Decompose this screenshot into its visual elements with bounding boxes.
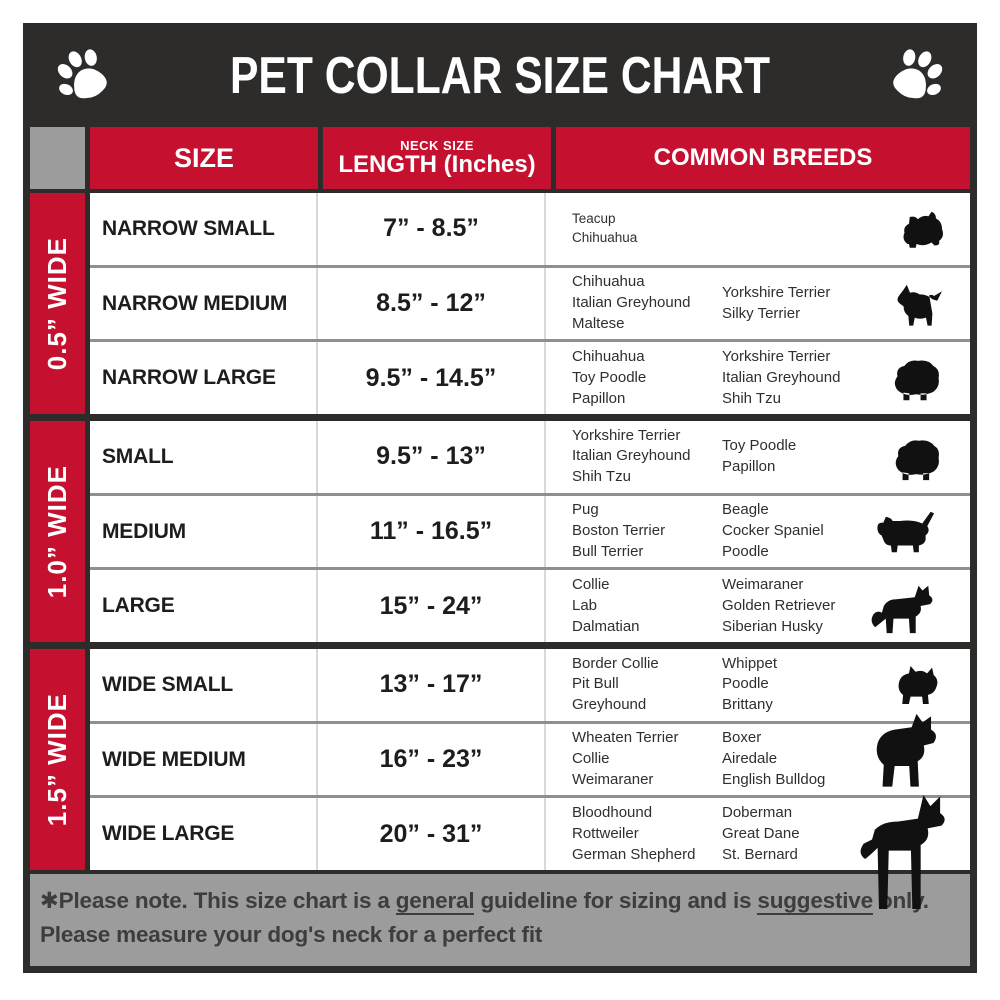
breeds-cell bbox=[546, 724, 970, 796]
breed-name: Doberman bbox=[722, 804, 793, 822]
breeds-col-1 bbox=[572, 500, 722, 562]
neck-cell bbox=[318, 421, 546, 493]
breed-name: Yorkshire Terrier bbox=[722, 348, 831, 366]
breeds-col-1 bbox=[572, 347, 722, 409]
breed-name: Poodle bbox=[722, 675, 769, 693]
breed-name: German Shepherd bbox=[572, 845, 696, 863]
table-row bbox=[90, 268, 970, 340]
size-cell bbox=[90, 342, 318, 414]
table-row bbox=[90, 193, 970, 265]
neck-cell bbox=[318, 798, 546, 870]
header-size bbox=[90, 127, 318, 189]
width-label: 1.0” WIDE bbox=[42, 464, 72, 599]
breed-name: Whippet bbox=[722, 654, 778, 672]
breeds-col-2 bbox=[722, 283, 872, 324]
breeds-col-2 bbox=[722, 654, 872, 716]
breed-name: Toy Poodle bbox=[572, 368, 647, 386]
neck-cell bbox=[318, 724, 546, 796]
size-cell bbox=[90, 193, 318, 265]
breeds-col-1 bbox=[572, 654, 722, 716]
page-title: PET COLLAR SIZE CHART bbox=[229, 47, 771, 105]
breed-name: Rottweiler bbox=[572, 824, 639, 842]
table-row bbox=[90, 798, 970, 870]
breeds-cell bbox=[546, 342, 970, 414]
breed-name: Yorkshire Terrier bbox=[722, 283, 831, 301]
size-label: WIDE SMALL bbox=[102, 672, 233, 696]
breeds-col-1 bbox=[572, 272, 722, 334]
note-line2: Please measure your dog's neck for a perfect fit bbox=[40, 921, 543, 947]
german-shepherd-silhouette bbox=[866, 577, 948, 635]
neck-range: 13” - 17” bbox=[379, 670, 483, 699]
pekingese-silhouette bbox=[888, 433, 948, 481]
size-label: NARROW LARGE bbox=[102, 366, 276, 390]
width-label: 0.5” WIDE bbox=[42, 236, 72, 371]
breed-name: Shih Tzu bbox=[722, 389, 781, 407]
size-cell bbox=[90, 421, 318, 493]
neck-cell bbox=[318, 570, 546, 642]
header-neck-size bbox=[323, 127, 551, 189]
size-cell bbox=[90, 496, 318, 568]
header-common-breeds bbox=[556, 127, 970, 189]
header-neck-main-label: LENGTH (Inches) bbox=[338, 151, 536, 179]
breed-name: Dalmatian bbox=[572, 617, 640, 635]
breed-name: Weimaraner bbox=[572, 770, 654, 788]
breed-name: Weimaraner bbox=[722, 576, 804, 594]
note-underline-suggestive: suggestive bbox=[757, 888, 873, 913]
breed-name: Maltese bbox=[572, 314, 625, 332]
size-group bbox=[30, 649, 970, 870]
yorkie-silhouette bbox=[900, 208, 948, 250]
breeds-cell bbox=[546, 421, 970, 493]
note-suffix: only. bbox=[872, 888, 929, 913]
breeds-col-1 bbox=[572, 803, 722, 865]
neck-range: 7” - 8.5” bbox=[383, 214, 479, 243]
shih-tzu-silhouette bbox=[888, 354, 948, 402]
breed-name: Brittany bbox=[722, 696, 773, 714]
neck-range: 11” - 16.5” bbox=[369, 517, 493, 545]
breed-name: Italian Greyhound bbox=[572, 294, 691, 312]
note-underline-general: general bbox=[395, 888, 475, 913]
breed-name: Chihuahua bbox=[572, 348, 645, 366]
corner-cell bbox=[30, 127, 85, 189]
size-cell bbox=[90, 570, 318, 642]
neck-cell bbox=[318, 268, 546, 340]
size-label: NARROW MEDIUM bbox=[102, 291, 288, 315]
width-label: 1.5” WIDE bbox=[42, 692, 72, 827]
table-row bbox=[90, 496, 970, 568]
breeds-cell bbox=[546, 496, 970, 568]
size-label: MEDIUM bbox=[102, 519, 186, 543]
neck-range: 16” - 23” bbox=[379, 745, 483, 773]
width-bar bbox=[30, 649, 85, 870]
breed-name: Chihuahua bbox=[572, 229, 638, 245]
breeds-col-1 bbox=[572, 575, 722, 637]
breed-name: Silky Terrier bbox=[722, 304, 801, 322]
neck-cell bbox=[318, 649, 546, 721]
breed-name: Shih Tzu bbox=[572, 468, 631, 486]
breeds-col-2 bbox=[722, 347, 872, 409]
breed-name: Cocker Spaniel bbox=[722, 522, 824, 540]
beagle-silhouette bbox=[866, 510, 948, 554]
table-body bbox=[30, 193, 970, 870]
size-cell bbox=[90, 649, 318, 721]
breed-name: English Bulldog bbox=[722, 770, 826, 788]
breed-name: Bull Terrier bbox=[572, 542, 644, 560]
breed-name: Italian Greyhound bbox=[722, 368, 841, 386]
size-cell bbox=[90, 724, 318, 796]
breeds-col-2 bbox=[722, 803, 872, 865]
neck-range: 15” - 24” bbox=[379, 591, 483, 620]
breed-name: Teacup bbox=[572, 211, 616, 227]
neck-cell bbox=[318, 496, 546, 568]
breeds-cell bbox=[546, 268, 970, 340]
neck-cell bbox=[318, 342, 546, 414]
breed-name: Italian Greyhound bbox=[572, 447, 691, 465]
breed-name: Airedale bbox=[722, 750, 778, 768]
breed-name: Bloodhound bbox=[572, 804, 653, 822]
size-label: LARGE bbox=[102, 594, 175, 618]
breed-name: Boston Terrier bbox=[572, 522, 666, 540]
neck-range: 9.5” - 14.5” bbox=[365, 363, 497, 392]
table-row bbox=[90, 649, 970, 721]
breed-name: Siberian Husky bbox=[722, 617, 823, 635]
size-group bbox=[30, 421, 970, 642]
header-breeds-label: COMMON BREEDS bbox=[653, 144, 873, 171]
table-row bbox=[90, 570, 970, 642]
breeds-col-2 bbox=[722, 500, 872, 562]
breed-name: Greyhound bbox=[572, 696, 647, 714]
group-rows bbox=[90, 421, 970, 642]
neck-cell bbox=[318, 193, 546, 265]
bulldog-silhouette bbox=[888, 661, 948, 709]
breed-name: Collie bbox=[572, 750, 610, 768]
breeds-col-2 bbox=[722, 728, 872, 790]
size-label: WIDE MEDIUM bbox=[102, 747, 246, 771]
breeds-cell bbox=[546, 193, 970, 265]
doberman-silhouette bbox=[854, 786, 954, 918]
chart-container bbox=[23, 23, 977, 973]
size-cell bbox=[90, 798, 318, 870]
paw-icon bbox=[52, 45, 114, 107]
group-rows bbox=[90, 193, 970, 414]
breed-name: Beagle bbox=[722, 501, 769, 519]
width-bar bbox=[30, 193, 85, 414]
breed-name: Wheaten Terrier bbox=[572, 729, 679, 747]
breed-name: Papillon bbox=[572, 389, 626, 407]
footer-note bbox=[30, 874, 970, 966]
neck-range: 9.5” - 13” bbox=[376, 442, 486, 471]
group-rows bbox=[90, 649, 970, 870]
neck-range: 20” - 31” bbox=[379, 819, 483, 848]
note-middle: guideline for sizing and is bbox=[474, 888, 758, 913]
header-size-label: SIZE bbox=[173, 142, 234, 173]
breed-name: Toy Poodle bbox=[722, 437, 797, 455]
title-bar bbox=[30, 30, 970, 122]
table-row bbox=[90, 724, 970, 796]
breeds-col-1 bbox=[572, 426, 722, 488]
breeds-col-1 bbox=[572, 728, 722, 790]
size-label: WIDE LARGE bbox=[102, 822, 235, 846]
breed-name: Papillon bbox=[722, 457, 776, 475]
breeds-cell bbox=[546, 798, 970, 870]
table-row bbox=[90, 421, 970, 493]
note-prefix: ✱Please note. This size chart is a bbox=[40, 888, 396, 913]
breeds-col-2 bbox=[722, 436, 872, 477]
size-group bbox=[30, 193, 970, 414]
header-neck-top-label: NECK SIZE bbox=[400, 137, 474, 153]
breed-name: Collie bbox=[572, 576, 610, 594]
paw-icon bbox=[886, 45, 948, 107]
breeds-cell bbox=[546, 570, 970, 642]
breed-name: St. Bernard bbox=[722, 845, 798, 863]
breed-name: Pit Bull bbox=[572, 675, 619, 693]
breeds-col-1 bbox=[572, 210, 722, 247]
width-bar bbox=[30, 421, 85, 642]
breed-name: Golden Retriever bbox=[722, 596, 836, 614]
breeds-col-2 bbox=[722, 575, 872, 637]
table-row bbox=[90, 342, 970, 414]
breed-name: Border Collie bbox=[572, 654, 659, 672]
size-label: SMALL bbox=[102, 444, 174, 468]
breed-name: Great Dane bbox=[722, 824, 800, 842]
breed-name: Poodle bbox=[722, 542, 769, 560]
breed-name: Lab bbox=[572, 596, 598, 614]
neck-range: 8.5” - 12” bbox=[376, 289, 486, 317]
breed-name: Boxer bbox=[722, 729, 762, 747]
size-cell bbox=[90, 268, 318, 340]
chihuahua-silhouette bbox=[888, 280, 948, 328]
size-label: NARROW SMALL bbox=[102, 216, 275, 240]
breed-name: Chihuahua bbox=[572, 273, 645, 291]
header-row bbox=[30, 127, 970, 189]
breed-name: Yorkshire Terrier bbox=[572, 426, 681, 444]
breed-name: Pug bbox=[572, 501, 599, 519]
